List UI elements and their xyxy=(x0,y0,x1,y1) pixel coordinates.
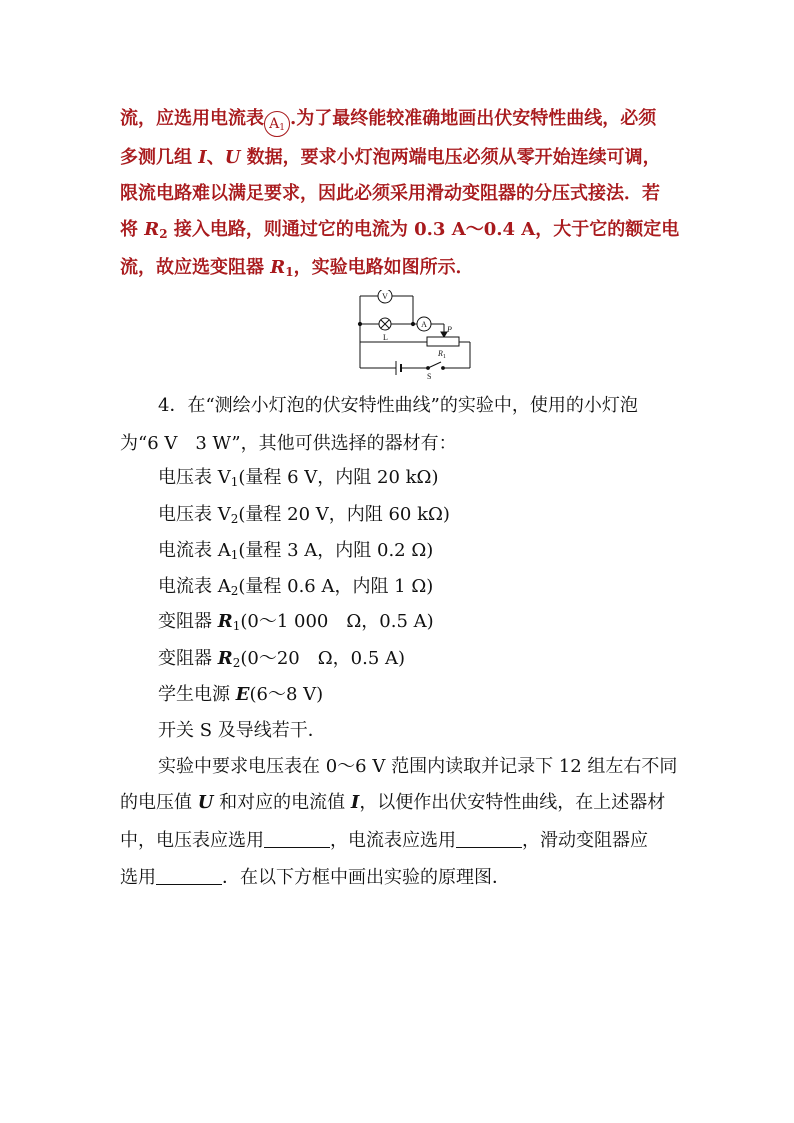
lamp-label: L xyxy=(383,333,388,342)
switch-blade xyxy=(428,362,441,368)
voltmeter-label: V xyxy=(382,292,388,301)
slider-label: P xyxy=(447,325,452,334)
equipment-item: 电流表 $A_2$(量程 0.6 A，内阻 1 Ω) xyxy=(158,576,434,598)
equipment-item: 变阻器 $R_1(0\sim 1$ 000 Ω，0.5 A) xyxy=(158,611,434,633)
question-para2-line-3: 中，电压表应选用 ，电流表应选用 ，滑动变阻器应 xyxy=(120,830,648,851)
rheostat-symbol xyxy=(427,337,459,346)
answer-line-4: 将 $R_2$ 接入电路，则通过它的电流为 0.3 A～0.4 A，大于它的额定电 xyxy=(120,219,680,241)
rheostat-label: $R_1$ xyxy=(438,349,446,360)
question-line-1: 4．在“测绘小灯泡的伏安特性曲线”的实验中，使用的小灯泡 xyxy=(158,395,638,416)
question-line-2: 为“6 V 3 W”，其他可供选择的器材有： xyxy=(120,433,457,454)
question-para2-line-4: 选用 ．在以下方框中画出实验的原理图． xyxy=(120,867,510,888)
equipment-item: 变阻器 $R_2(0\sim 20$ Ω，0.5 A) xyxy=(158,648,406,670)
equipment-item: 开关 S 及导线若干． xyxy=(158,720,326,741)
equipment-item: 电压表 $V_2$(量程 20 V，内阻 60 kΩ) xyxy=(158,504,450,526)
ammeter-a1-symbol: $A_1$ xyxy=(264,111,290,137)
equipment-item: 电流表 $A_1$(量程 3 A，内阻 0.2 Ω) xyxy=(158,540,434,562)
answer-blank-voltmeter[interactable] xyxy=(264,831,330,848)
circuit-diagram xyxy=(355,290,485,380)
answer-line-5: 流，故应选变阻器 $R_1$，实验电路如图所示． xyxy=(120,257,474,279)
answer-line-1 xyxy=(120,107,656,137)
answer-blank-ammeter[interactable] xyxy=(456,831,522,848)
answer-text: .为了最终能较准确地画出伏安特性曲线，必须 xyxy=(290,108,657,129)
ammeter-label: A xyxy=(421,320,427,329)
switch-label: S xyxy=(427,372,432,380)
equipment-item: 电压表 $V_1$(量程 6 V，内阻 20 kΩ) xyxy=(158,467,439,489)
answer-text: 流，应选用电流表 xyxy=(120,108,264,129)
question-para2-line-1: 实验中要求电压表在 0～6 V 范围内读取并记录下 12 组左右不同 xyxy=(158,756,678,777)
answer-line-2: 多测几组 I、U 数据，要求小灯泡两端电压必须从零开始连续可调， xyxy=(120,147,661,168)
junction-dot xyxy=(411,322,414,325)
junction-dot xyxy=(358,322,361,325)
equipment-item: 学生电源 E(6～8 V) xyxy=(158,684,324,705)
answer-blank-rheostat[interactable] xyxy=(156,868,222,885)
answer-line-3: 限流电路难以满足要求，因此必须采用滑动变阻器的分压式接法．若 xyxy=(120,183,660,204)
question-para2-line-2: 的电压值 U 和对应的电流值 I，以便作出伏安特性曲线，在上述器材 xyxy=(120,792,666,813)
